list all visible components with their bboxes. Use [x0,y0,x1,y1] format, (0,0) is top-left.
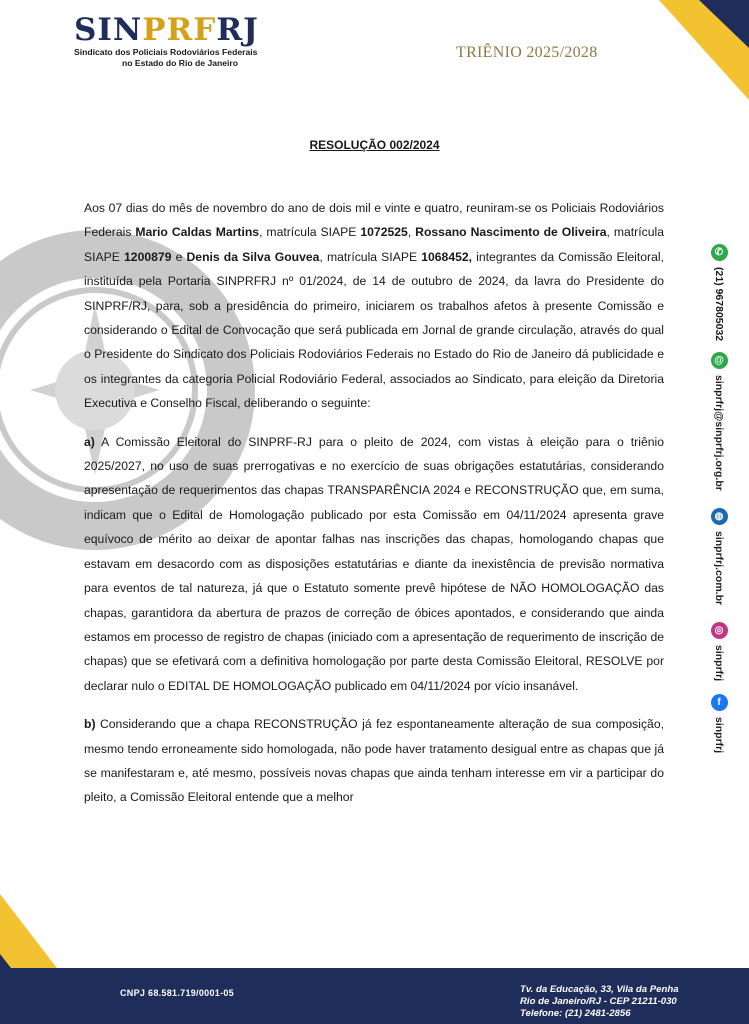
paragraph-intro [84,196,664,416]
paragraph-b [84,712,664,810]
siape-number-2: 1200879 [124,249,172,264]
intro-text-1: Aos 07 dias do mês de novembro do ano de dois mil e vinte e quatro, reuniram-se os Policiais Rodoviários Federais [84,201,664,240]
paragraph-a-label: a) [84,434,95,449]
intro-text-3: , [407,225,416,240]
contact-instagram[interactable] [704,622,734,681]
siape-number-1: 1072525 [360,225,408,240]
contact-email-text: sinprfrj@sinprfrj.org.br [713,375,725,491]
paragraph-a [84,430,664,698]
footer-address-line2: Rio de Janeiro/RJ - CEP 21211-030 [520,996,677,1007]
logo-text-rj: RJ [216,12,259,48]
footer-address-line1: Tv. da Educação, 33, Vila da Penha [520,984,679,995]
paragraph-b-label: b) [84,717,96,732]
instagram-icon: ◎ [711,622,728,639]
contact-instagram-text: sinprfrj [713,645,725,682]
footer-address [520,984,679,1020]
document-title: RESOLUÇÃO 002/2024 [309,138,440,152]
contact-email[interactable] [704,352,734,491]
contact-website[interactable] [704,508,734,605]
globe-icon: ◍ [711,508,728,525]
document-body [84,196,664,824]
whatsapp-icon: ✆ [711,244,728,261]
footer-phone: Telefone: (21) 2481-2856 [520,1008,631,1019]
trienio-label: TRIÊNIO 2025/2028 [456,44,598,61]
intro-text-5: e [171,249,187,264]
logo-subtitle-line2: no Estado do Rio de Janeiro [122,58,239,68]
siape-number-3: 1068452, [421,249,473,264]
contact-facebook[interactable] [704,694,734,753]
member-name-3: Denis da Silva Gouvea [186,249,320,264]
contact-website-text: sinprfrj.com.br [713,531,725,606]
logo-text-prf: PRF [142,12,217,48]
page-footer [0,968,749,1024]
intro-text-2: , matrícula SIAPE [259,225,361,240]
footer-cnpj: CNPJ 68.581.719/0001-05 [120,988,234,998]
member-name-1: Mario Caldas Martins [135,225,260,240]
sinprfrj-logo [74,14,284,69]
member-name-2: Rossano Nascimento de Oliveira [415,225,607,240]
logo-text-sin: SIN [74,12,143,48]
corner-decoration-top [629,0,749,110]
at-icon: @ [711,352,728,369]
paragraph-a-text: A Comissão Eleitoral do SINPRF-RJ para o pleito de 2024, com vistas à eleição para o triênio 2025/2027, no uso de suas prerrogativas e no exercício de suas obrigações estatutárias, considerando apresentação de requerimentos das chapas TRANSPARÊNCIA 2024 e RECONSTRUÇÃO que, em suma, indicam que o Edital de Homologação publicado por esta Comissão em 04/11/2024 apresenta grave equívoco de mérito ao deixar de apontar falhas nas inscrições das chapas, homologando chapas que estavam em desacordo com as disposições estatutárias e diante da inexistência de previsão normativa para eventos de tal natureza, já que o Estatuto somente prevê hipótese de NÃO HOMOLOGAÇÃO das chapas, garantidora da abertura de prazos de correção de óbices apontados, e considerando que ainda estamos em processo de registro de chapas (iniciado com a apresentação de requerimento de inscrição de chapas) que se efetivará com a definitiva homologação por parte desta Comissão Eleitoral, RESOLVE por declarar nulo o EDITAL DE HOMOLOGAÇÃO publicado em 04/11/2024 por vício insanável. [84,434,664,693]
facebook-icon: f [711,694,728,711]
contact-phone-text: (21) 967805032 [713,267,725,342]
intro-text-6: , matrícula SIAPE [319,249,422,264]
intro-text-7: integrantes da Comissão Eleitoral, instituída pela Portaria SINPRFRJ nº 01/2024, de 14 de outubro de 2024, da lavra do Presidente do SINPRF/RJ, para, sob a presidência do primeiro, iniciarem os trabalhos afetos à presente Comissão e considerando o Edital de Convocação que será publicada em Jornal de grande circulação, através do qual o Presidente do Sindicato dos Policiais Rodoviários Federais no Estado do Rio de Janeiro dá publicidade e os integrantes da categoria Policial Rodoviário Federal, associados ao Sindicato, para eleição da Diretoria Executiva e Conselho Fiscal, deliberando o seguinte: [84,249,664,411]
paragraph-b-text: Considerando que a chapa RECONSTRUÇÃO já fez espontaneamente alteração de sua composição, mesmo tendo erroneamente sido homologada, não pode haver tratamento desigual entre as chapas que já se manifestaram e, até mesmo, possíveis novas chapas que ainda tenham interesse em vir a participar do pleito, a Comissão Eleitoral entende que a melhor [84,717,664,805]
contact-phone[interactable] [704,244,734,341]
logo-subtitle-line1: Sindicato dos Policiais Rodoviários Federais [74,47,258,57]
intro-text-4: , matrícula SIAPE [84,225,664,264]
contact-facebook-text: sinprfrj [713,717,725,754]
